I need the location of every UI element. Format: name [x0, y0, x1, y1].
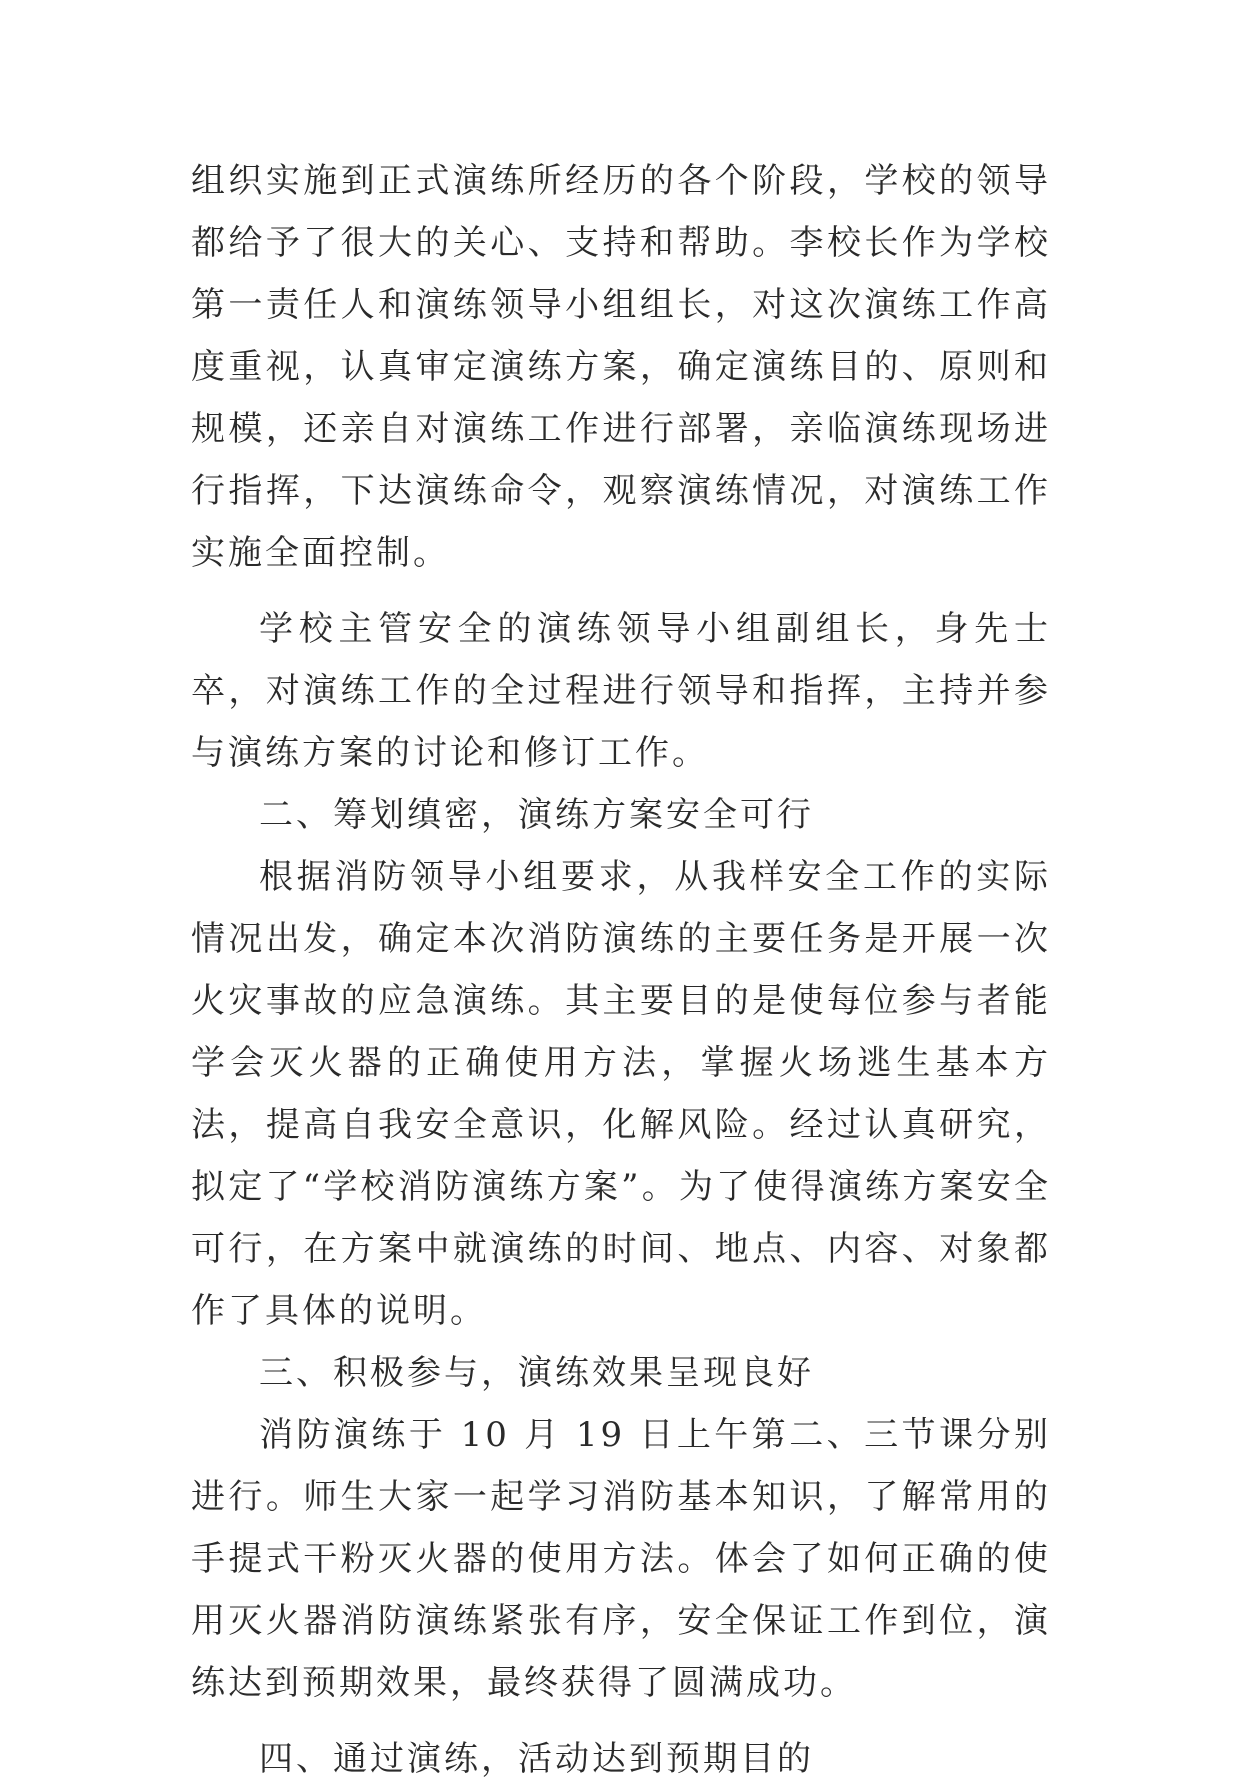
paragraph-leadership-support: 组织实施到正式演练所经历的各个阶段，学校的领导都给予了很大的关心、支持和帮助。李校长作为学校第一责任人和演练领导小组组长，对这次演练工作高度重视，认真审定演练方案，确定演练目的、原则和规模，还亲自对演练工作进行部署，亲临演练现场进行指挥，下达演练命令，观察演练情况，对演练工作实施全面控制。: [191, 161, 1051, 573]
paragraph-deputy-leader: 学校主管安全的演练领导小组副组长，身先士卒，对演练工作的全过程进行领导和指挥，主持并参与演练方案的讨论和修订工作。: [191, 609, 1051, 773]
paragraph-plan: 根据消防领导小组要求，从我样安全工作的实际情况出发，确定本次消防演练的主要任务是开展一次火灾事故的应急演练。其主要目的是使每位参与者能学会灭火器的正确使用方法，掌握火场逃生基本方法，提高自我安全意识，化解风险。经过认真研究，拟定了“学校消防演练方案”。为了使得演练方案安全可行，在方案中就演练的时间、地点、内容、对象都作了具体的说明。: [191, 857, 1051, 1331]
document-body: [191, 150, 1051, 1790]
heading-section-4: 四、通过演练，活动达到预期目的: [259, 1739, 814, 1779]
heading-section-2: 二、筹划缜密，演练方案安全可行: [259, 795, 814, 835]
paragraph-drill-execution: 消防演练于 10 月 19 日上午第二、三节课分别进行。师生大家一起学习消防基本知识，了解常用的手提式干粉灭火器的使用方法。体会了如何正确的使用灭火器消防演练紧张有序，安全保证工作到位，演练达到预期效果，最终获得了圆满成功。: [191, 1415, 1051, 1703]
heading-section-3: 三、积极参与，演练效果呈现良好: [259, 1353, 814, 1393]
